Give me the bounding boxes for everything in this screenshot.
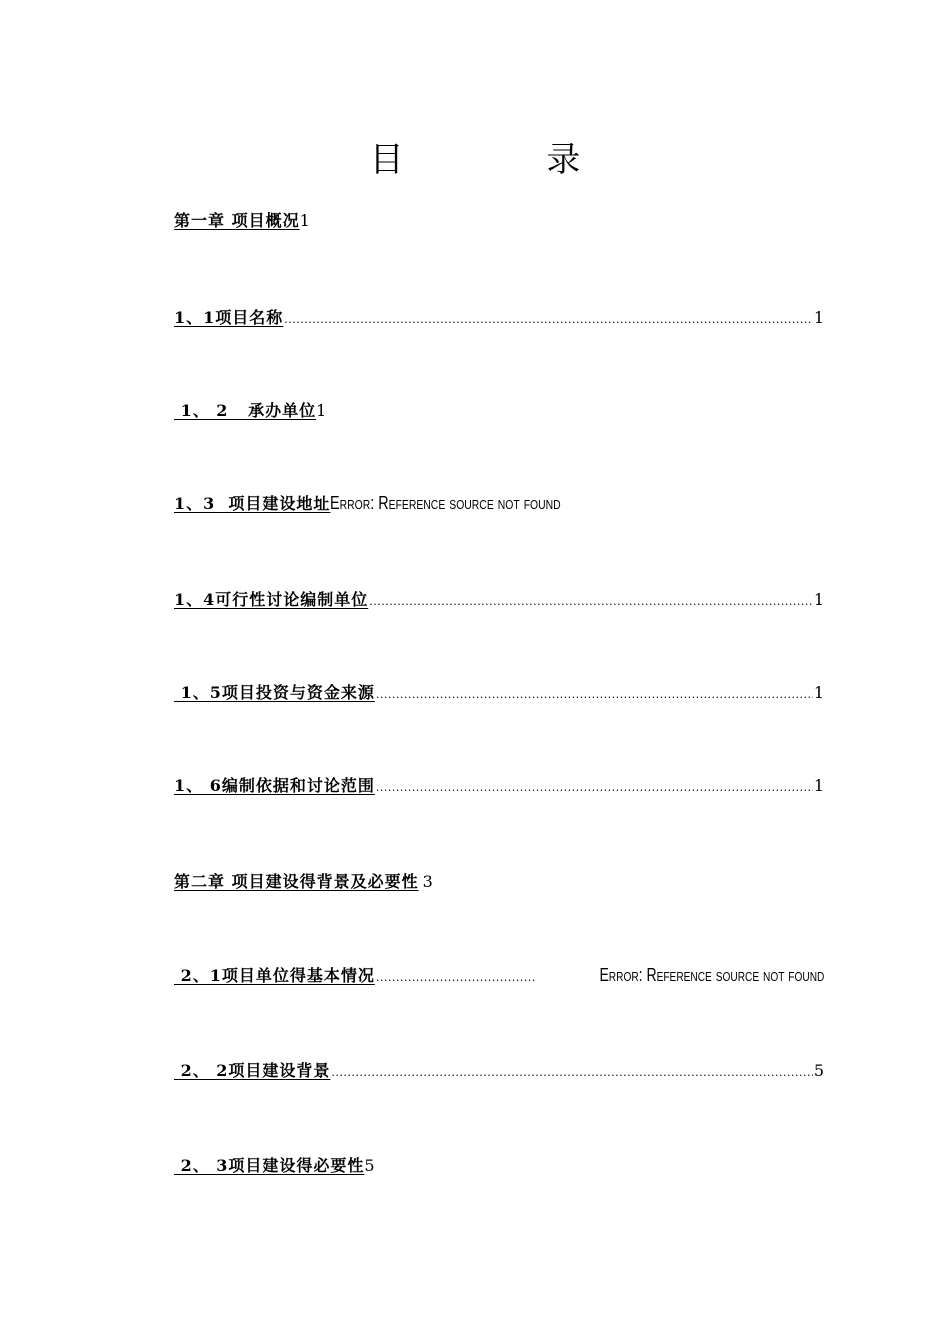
toc-entry-1-6[interactable] <box>174 773 824 799</box>
toc-leader-dots <box>331 1066 812 1079</box>
toc-entry-label: 1、 6编制依据和讨论范围 <box>174 776 375 795</box>
toc-entry-label: 1、1项目名称 <box>174 308 284 327</box>
toc-entry-page: 1 <box>813 776 824 795</box>
toc-entry-label: 1、 2 承办单位 <box>174 401 317 420</box>
toc-entry-page: 1 <box>813 308 824 327</box>
toc-entry-label: 2、 2项目建设背景 <box>174 1061 331 1080</box>
toc-entry-page: 3 <box>422 872 433 891</box>
toc-leader-dots <box>376 781 813 794</box>
toc-entry-error: Error: Reference source not found <box>330 493 562 513</box>
toc-entry-label: 2、 3项目建设得必要性 <box>174 1156 365 1175</box>
toc-entry-page: 5 <box>364 1156 375 1175</box>
toc-entry-label: 第二章 项目建设得背景及必要性 <box>174 872 419 891</box>
toc-entry-label: 第一章 项目概况 <box>174 211 300 230</box>
toc-entry-label: 1、3 项目建设地址 <box>174 494 331 513</box>
toc-entry-2-1[interactable] <box>174 963 824 989</box>
toc-entry-1-3[interactable] <box>174 491 824 517</box>
toc-entry-label: 1、5项目投资与资金来源 <box>174 683 375 702</box>
toc-entry-1-2[interactable] <box>174 398 824 424</box>
toc-entry-label: 2、1项目单位得基本情况 <box>174 966 375 985</box>
toc-entry-page: 1 <box>813 590 824 609</box>
toc-leader-dots <box>284 313 813 326</box>
toc-entry-1-1[interactable] <box>174 305 824 331</box>
toc-entry-page: 1 <box>316 401 327 420</box>
toc-entry-page: 1 <box>299 211 310 230</box>
toc-entry-2-2[interactable] <box>174 1058 824 1084</box>
toc-entry-1-5[interactable] <box>174 680 824 706</box>
toc-leader-dots <box>376 688 813 701</box>
toc-leader-dots <box>369 595 813 608</box>
toc-entry-page: 5 <box>813 1061 824 1080</box>
toc-entry-chapter-2[interactable] <box>174 869 824 895</box>
toc-entry-error: Error: Reference source not found <box>599 965 824 985</box>
toc-title: 目 录 <box>369 140 647 180</box>
toc-entry-page: 1 <box>813 683 824 702</box>
toc-leader-dots <box>376 971 535 984</box>
toc-entry-1-4[interactable] <box>174 587 824 613</box>
toc-entry-label: 1、4可行性讨论编制单位 <box>174 590 369 609</box>
toc-entry-2-3[interactable] <box>174 1153 824 1179</box>
toc-entry-chapter-1[interactable] <box>174 208 824 234</box>
